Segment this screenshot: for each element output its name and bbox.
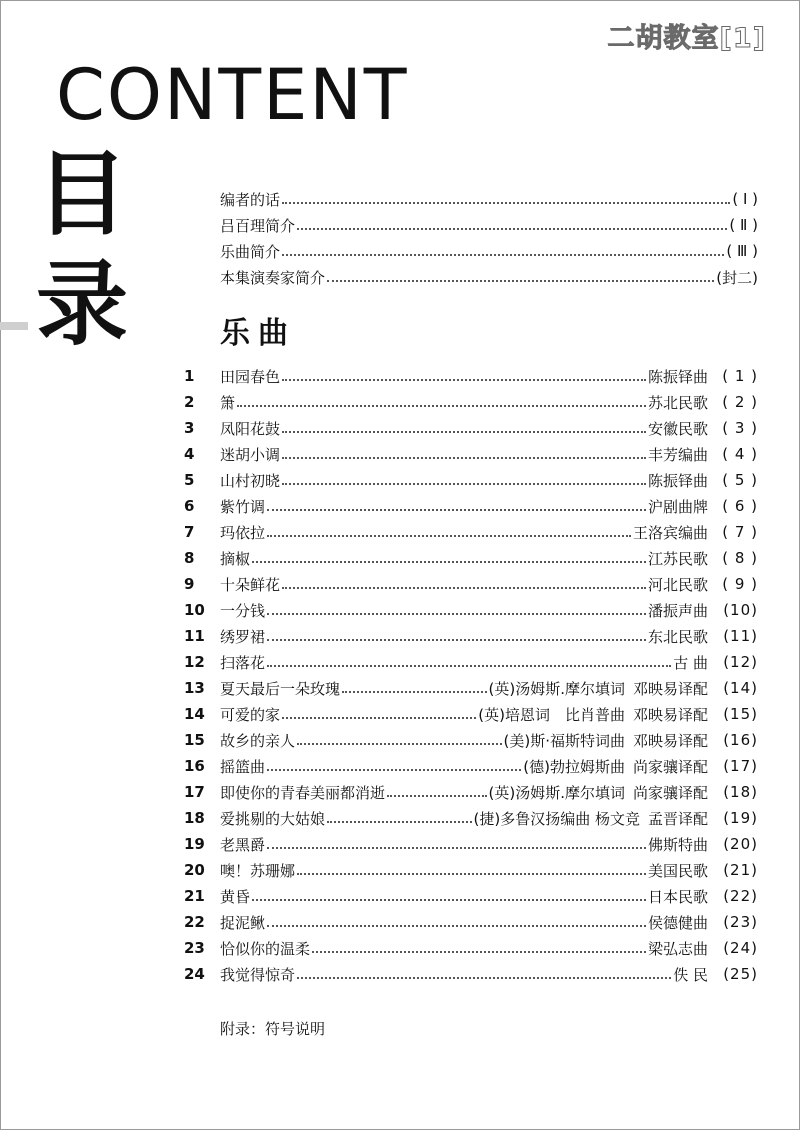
song-page: (12) [723,653,758,671]
song-page: ( 1 ) [722,367,758,385]
leader-dots [297,743,501,745]
song-credit: (美)斯·福斯特词曲 [503,731,625,750]
song-number: 20 [184,861,205,879]
song-composer: 梁弘志曲 [647,939,708,958]
song-page: (16) [723,731,758,749]
song-page: ( 4 ) [722,445,758,463]
song-page: (24) [723,939,758,957]
front-matter-page: ( Ⅲ ) [726,242,758,260]
song-page: (15) [723,705,758,723]
toc-row[interactable] [184,805,758,831]
leader-dots [312,951,646,953]
song-credit: (英)汤姆斯.摩尔填词 [488,679,625,698]
leader-dots [267,535,631,537]
song-composer: 潘振声曲 [647,601,708,620]
leader-dots [282,202,730,204]
song-composer: 尚家骧译配 [632,783,708,802]
song-credit: (英)汤姆斯.摩尔填词 [488,783,625,802]
leader-dots [282,483,646,485]
song-title: 紫竹调 [220,497,266,516]
song-number: 4 [184,445,195,463]
song-number: 16 [184,757,205,775]
song-composer: 丰芳编曲 [647,445,708,464]
front-matter-title: 本集演奏家简介 [220,268,326,287]
song-composer: 河北民歌 [647,575,708,594]
song-composer: 王洛宾编曲 [632,523,708,542]
toc-row[interactable] [184,883,758,909]
toc-row[interactable] [184,753,758,779]
song-page: ( 3 ) [722,419,758,437]
toc-row[interactable] [184,493,758,519]
leader-dots [282,379,646,381]
leader-dots [237,405,646,407]
song-title: 恰似你的温柔 [220,939,311,958]
leader-dots [267,639,646,641]
song-number: 11 [184,627,205,645]
toc-row[interactable] [184,597,758,623]
song-composer: 侯德健曲 [647,913,708,932]
song-page: ( 7 ) [722,523,758,541]
song-title: 迷胡小调 [220,445,281,464]
song-number: 3 [184,419,195,437]
song-number: 14 [184,705,205,723]
toc-row[interactable] [184,675,758,701]
song-composer: 尚家骧译配 [632,757,708,776]
toc-row[interactable] [184,909,758,935]
toc-row[interactable] [184,571,758,597]
leader-dots [267,613,646,615]
front-matter-item[interactable] [220,264,758,290]
song-title: 田园春色 [220,367,281,386]
song-title: 玛依拉 [220,523,266,542]
toc-row[interactable] [184,389,758,415]
song-page: (23) [723,913,758,931]
song-page: (20) [723,835,758,853]
song-page: (19) [723,809,758,827]
song-page: ( 5 ) [722,471,758,489]
song-composer: 苏北民歌 [647,393,708,412]
toc-row[interactable] [184,727,758,753]
song-page: (10) [723,601,758,619]
leader-dots [297,873,646,875]
song-composer: 佚 民 [673,965,708,984]
toc-row[interactable] [184,779,758,805]
song-title: 可爱的家 [220,705,281,724]
song-page: (21) [723,861,758,879]
song-number: 21 [184,887,205,905]
toc-row[interactable] [184,961,758,987]
song-composer: 东北民歌 [647,627,708,646]
song-title: 一分钱 [220,601,266,620]
side-bar-decoration [0,322,28,330]
song-title: 山村初晓 [220,471,281,490]
toc-row[interactable] [184,701,758,727]
song-number: 10 [184,601,205,619]
content-title: CONTENT [56,54,409,136]
song-title: 我觉得惊奇 [220,965,296,984]
front-matter-page: ( Ⅰ ) [732,190,758,208]
song-number: 22 [184,913,205,931]
song-number: 9 [184,575,195,593]
song-number: 1 [184,367,195,385]
leader-dots [252,561,646,563]
song-page: (14) [723,679,758,697]
song-page: ( 9 ) [722,575,758,593]
song-title: 夏天最后一朵玫瑰 [220,679,341,698]
toc-row[interactable] [184,441,758,467]
song-title: 绣罗裙 [220,627,266,646]
song-composer: 安徽民歌 [647,419,708,438]
section-heading: 乐曲 [220,316,296,351]
series-title: 二胡教室[1] [607,23,766,54]
song-composer: 孟晋译配 [647,809,708,828]
toc-row[interactable] [184,623,758,649]
toc-row[interactable] [184,519,758,545]
song-composer: 江苏民歌 [647,549,708,568]
leader-dots [282,457,646,459]
song-credit: (捷)多鲁汉扬编曲 杨文竞 [473,809,640,828]
song-page: (11) [723,627,758,645]
song-composer: 邓映易译配 [632,731,708,750]
leader-dots [282,587,646,589]
song-number: 8 [184,549,195,567]
song-number: 13 [184,679,205,697]
song-number: 7 [184,523,195,541]
front-matter-item[interactable] [220,212,758,238]
song-number: 6 [184,497,195,515]
song-page: (22) [723,887,758,905]
toc-row[interactable] [184,857,758,883]
toc-row[interactable] [184,935,758,961]
song-composer: 佛斯特曲 [647,835,708,854]
song-number: 12 [184,653,205,671]
song-title: 黄昏 [220,887,251,906]
song-page: ( 2 ) [722,393,758,411]
song-title: 噢！苏珊娜 [220,861,296,880]
song-number: 18 [184,809,205,827]
front-matter-item[interactable] [220,186,758,212]
song-title: 十朵鲜花 [220,575,281,594]
song-title: 摇篮曲 [220,757,266,776]
song-composer: 日本民歌 [647,887,708,906]
song-composer: 陈振铎曲 [647,471,708,490]
leader-dots [282,717,476,719]
leader-dots [282,431,646,433]
front-matter-title: 吕百理简介 [220,216,296,235]
leader-dots [342,691,486,693]
toc-row[interactable] [184,649,758,675]
front-matter-page: ( Ⅱ ) [729,216,758,234]
song-page: (25) [723,965,758,983]
mulu-heading [32,140,132,361]
song-page: (18) [723,783,758,801]
toc-row[interactable] [184,415,758,441]
front-matter-title: 乐曲简介 [220,242,281,261]
song-title: 凤阳花鼓 [220,419,281,438]
leader-dots [327,821,471,823]
mulu-char-2: 录 [35,251,128,359]
song-title: 老黑爵 [220,835,266,854]
song-title: 扫落花 [220,653,266,672]
song-title: 即使你的青春美丽都消逝 [220,783,386,802]
leader-dots [267,509,646,511]
leader-dots [267,769,521,771]
leader-dots [282,254,724,256]
front-matter-page: (封二) [716,268,758,287]
leader-dots [327,280,714,282]
leader-dots [267,665,671,667]
song-composer: 邓映易译配 [632,679,708,698]
leader-dots [267,925,646,927]
song-composer: 沪剧曲牌 [647,497,708,516]
toc-row[interactable] [184,545,758,571]
song-composer: 陈振铎曲 [647,367,708,386]
song-title: 故乡的亲人 [220,731,296,750]
song-title: 摘椒 [220,549,251,568]
song-number: 23 [184,939,205,957]
song-number: 19 [184,835,205,853]
song-composer: 古 曲 [673,653,708,672]
front-matter-title: 编者的话 [220,190,281,209]
song-number: 5 [184,471,195,489]
song-number: 17 [184,783,205,801]
song-page: ( 8 ) [722,549,758,567]
song-number: 24 [184,965,205,983]
song-page: (17) [723,757,758,775]
appendix-note: 附录：符号说明 [220,1020,326,1038]
song-number: 2 [184,393,195,411]
toc-row[interactable] [184,831,758,857]
mulu-char-1: 目 [35,141,128,248]
leader-dots [297,228,727,230]
song-credit: (德)勃拉姆斯曲 [523,757,625,776]
front-matter-item[interactable] [220,238,758,264]
leader-dots [252,899,646,901]
song-credit: (英)培恩词 比肖普曲 [478,705,625,724]
leader-dots [267,847,646,849]
toc-row[interactable] [184,467,758,493]
song-title: 爱挑剔的大姑娘 [220,809,326,828]
song-title: 箫 [220,393,236,412]
song-number: 15 [184,731,205,749]
toc-row[interactable] [184,363,758,389]
song-page: ( 6 ) [722,497,758,515]
song-composer: 美国民歌 [647,861,708,880]
song-composer: 邓映易译配 [632,705,708,724]
leader-dots [387,795,486,797]
leader-dots [297,977,671,979]
song-title: 捉泥鳅 [220,913,266,932]
